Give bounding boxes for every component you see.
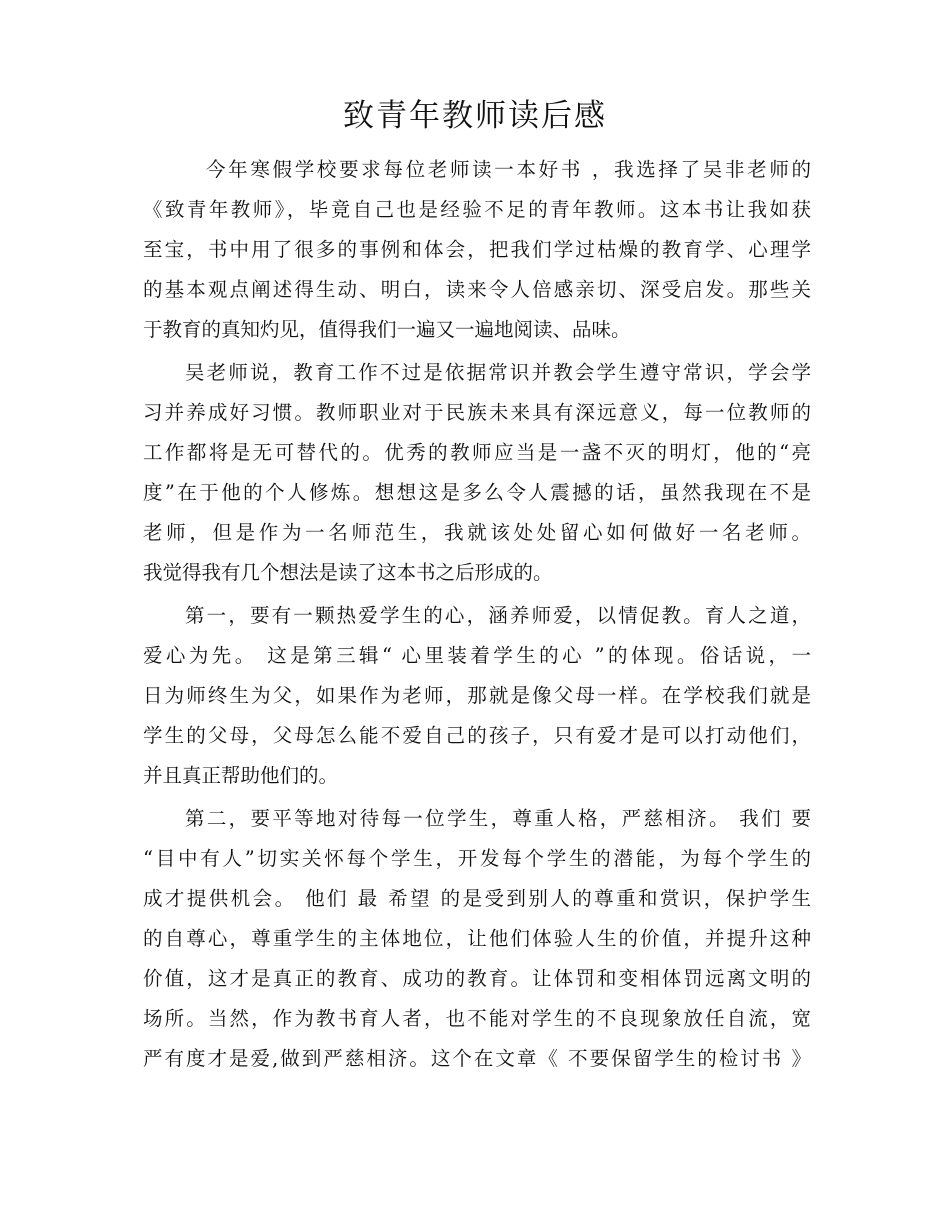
- text-line: 并且真正帮助他们的。: [143, 764, 339, 787]
- text-line: 严有度才是爱,做到严慈相济。这个在文章《 不要保留学生的检讨书 》: [143, 1047, 811, 1070]
- text-line: 《致青年教师》，毕竟自己也是经验不足的青年教师。这本书让我如获: [143, 198, 811, 221]
- text-line: 第二，要平等地对待每一位学生，尊重人格，严慈相济。 我们 要: [185, 807, 811, 830]
- text-line: 的自尊心，尊重学生的主体地位，让他们体验人生的价值，并提升这种: [143, 927, 811, 950]
- document-title: 致青年教师读后感: [343, 98, 607, 134]
- text-line: 成才提供机会。 他们 最 希望 的是受到别人的尊重和赏识，保护学生: [143, 887, 811, 910]
- text-line: 我觉得我有几个想法是读了这本书之后形成的。: [143, 561, 553, 584]
- text-line: 日为师终生为父，如果作为老师，那就是像父母一样。在学校我们就是: [143, 684, 811, 707]
- text-line: 于教育的真知灼见，值得我们一遍又一遍地阅读、品味。: [143, 318, 631, 341]
- text-line: 度”在于他的个人修炼。想想这是多么令人震撼的话，虽然我现在不是: [143, 481, 811, 504]
- text-line: 吴老师说，教育工作不过是依据常识并教会学生遵守常识，学会学: [185, 361, 811, 384]
- text-line: 老师，但是作为一名师范生，我就该处处留心如何做好一名老师。: [143, 521, 811, 544]
- text-line: 爱心为先。 这是第三辑“ 心里装着学生的心 ”的体现。俗话说，一: [143, 644, 811, 667]
- text-line: 学生的父母，父母怎么能不爱自己的孩子，只有爱才是可以打动他们，: [143, 724, 811, 747]
- text-line: 今年寒假学校要求每位老师读一本好书 ，我选择了吴非老师的: [206, 158, 811, 181]
- text-line: 的基本观点阐述得生动、明白，读来令人倍感亲切、深受启发。那些关: [143, 278, 811, 301]
- text-line: 工作都将是无可替代的。优秀的教师应当是一盏不灭的明灯，他的“亮: [143, 441, 811, 464]
- text-line: “目中有人”切实关怀每个学生，开发每个学生的潜能，为每个学生的: [143, 847, 811, 870]
- text-line: 第一，要有一颗热爱学生的心，涵养师爱，以情促教。育人之道，: [185, 604, 811, 627]
- text-line: 习并养成好习惯。教师职业对于民族未来具有深远意义，每一位教师的: [143, 401, 811, 424]
- text-line: 场所。当然，作为教书育人者，也不能对学生的不良现象放任自流，宽: [143, 1007, 811, 1030]
- text-line: 价值，这才是真正的教育、成功的教育。让体罚和变相体罚远离文明的: [143, 967, 811, 990]
- text-line: 至宝，书中用了很多的事例和体会，把我们学过枯燥的教育学、心理学: [143, 238, 811, 261]
